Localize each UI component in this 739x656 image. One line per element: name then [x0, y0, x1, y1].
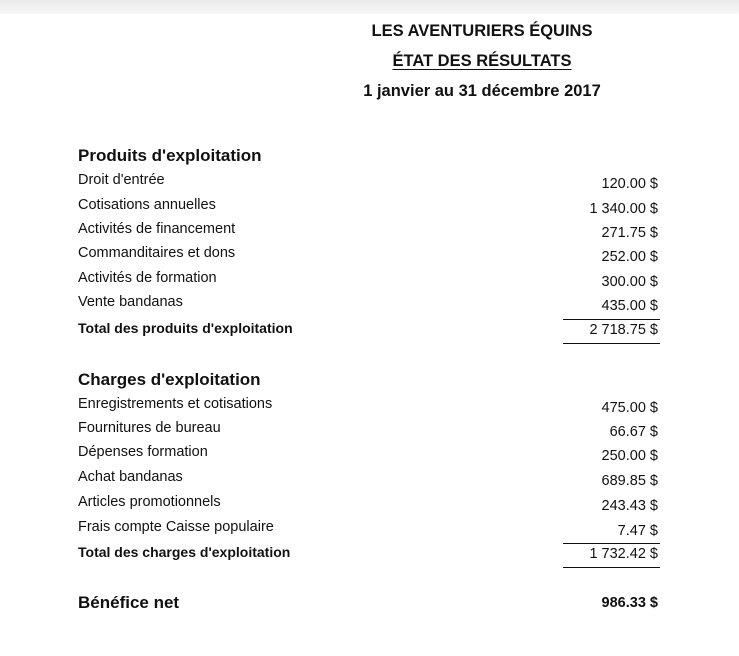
expense-row [78, 494, 660, 516]
row-label: Articles promotionnels [78, 494, 221, 510]
row-label: Cotisations annuelles [78, 197, 216, 213]
expense-row [78, 420, 660, 442]
row-label: Enregistrements et cotisations [78, 396, 273, 412]
scan-top-edge [0, 0, 739, 14]
total-rule [563, 567, 660, 568]
revenue-total-row [78, 320, 660, 342]
statement-period-text: 1 janvier au 31 décembre 2017 [363, 82, 601, 100]
revenue-row [78, 197, 660, 219]
expenses-total-label: Total des charges d'exploitation [78, 544, 291, 560]
revenue-row [78, 172, 660, 194]
revenue-total-amount: 2 718.75 $ [589, 322, 658, 338]
row-label: Fournitures de bureau [78, 420, 221, 436]
row-amount: 7.47 $ [617, 523, 658, 539]
expense-row [78, 469, 660, 491]
revenue-total-label: Total des produits d'exploitation [78, 320, 293, 336]
company-name-text: LES AVENTURIERS ÉQUINS [371, 22, 593, 40]
expense-row [78, 396, 660, 418]
revenue-row [78, 245, 660, 267]
row-amount: 435.00 $ [601, 298, 658, 314]
row-amount: 66.67 $ [609, 424, 658, 440]
expenses-total-row [78, 544, 660, 566]
row-label: Droit d'entrée [78, 172, 165, 188]
row-amount: 689.85 $ [601, 473, 658, 489]
expenses-total-amount: 1 732.42 $ [589, 546, 658, 562]
row-amount: 271.75 $ [601, 225, 658, 241]
revenue-row [78, 270, 660, 292]
expense-row [78, 519, 660, 541]
row-amount: 243.43 $ [601, 498, 658, 514]
revenue-heading: Produits d'exploitation [78, 146, 262, 165]
row-amount: 300.00 $ [601, 274, 658, 290]
statement-title-text: ÉTAT DES RÉSULTATS [392, 52, 572, 70]
net-income-amount: 986.33 $ [601, 595, 658, 611]
row-amount: 1 340.00 $ [589, 201, 658, 217]
row-label: Frais compte Caisse populaire [78, 519, 274, 535]
expense-row [78, 444, 660, 466]
expenses-heading: Charges d'exploitation [78, 370, 261, 389]
row-label: Activités de financement [78, 221, 236, 237]
row-amount: 475.00 $ [601, 400, 658, 416]
row-label: Commanditaires et dons [78, 245, 236, 261]
revenue-row [78, 294, 660, 316]
row-label: Dépenses formation [78, 444, 208, 460]
row-amount: 120.00 $ [601, 176, 658, 192]
total-rule [563, 343, 660, 344]
row-amount: 252.00 $ [601, 249, 658, 265]
row-label: Vente bandanas [78, 294, 183, 310]
revenue-row [78, 221, 660, 243]
net-income-label: Bénéfice net [78, 593, 180, 612]
row-label: Achat bandanas [78, 469, 183, 485]
net-income-row [78, 593, 660, 613]
row-label: Activités de formation [78, 270, 217, 286]
row-amount: 250.00 $ [601, 448, 658, 464]
